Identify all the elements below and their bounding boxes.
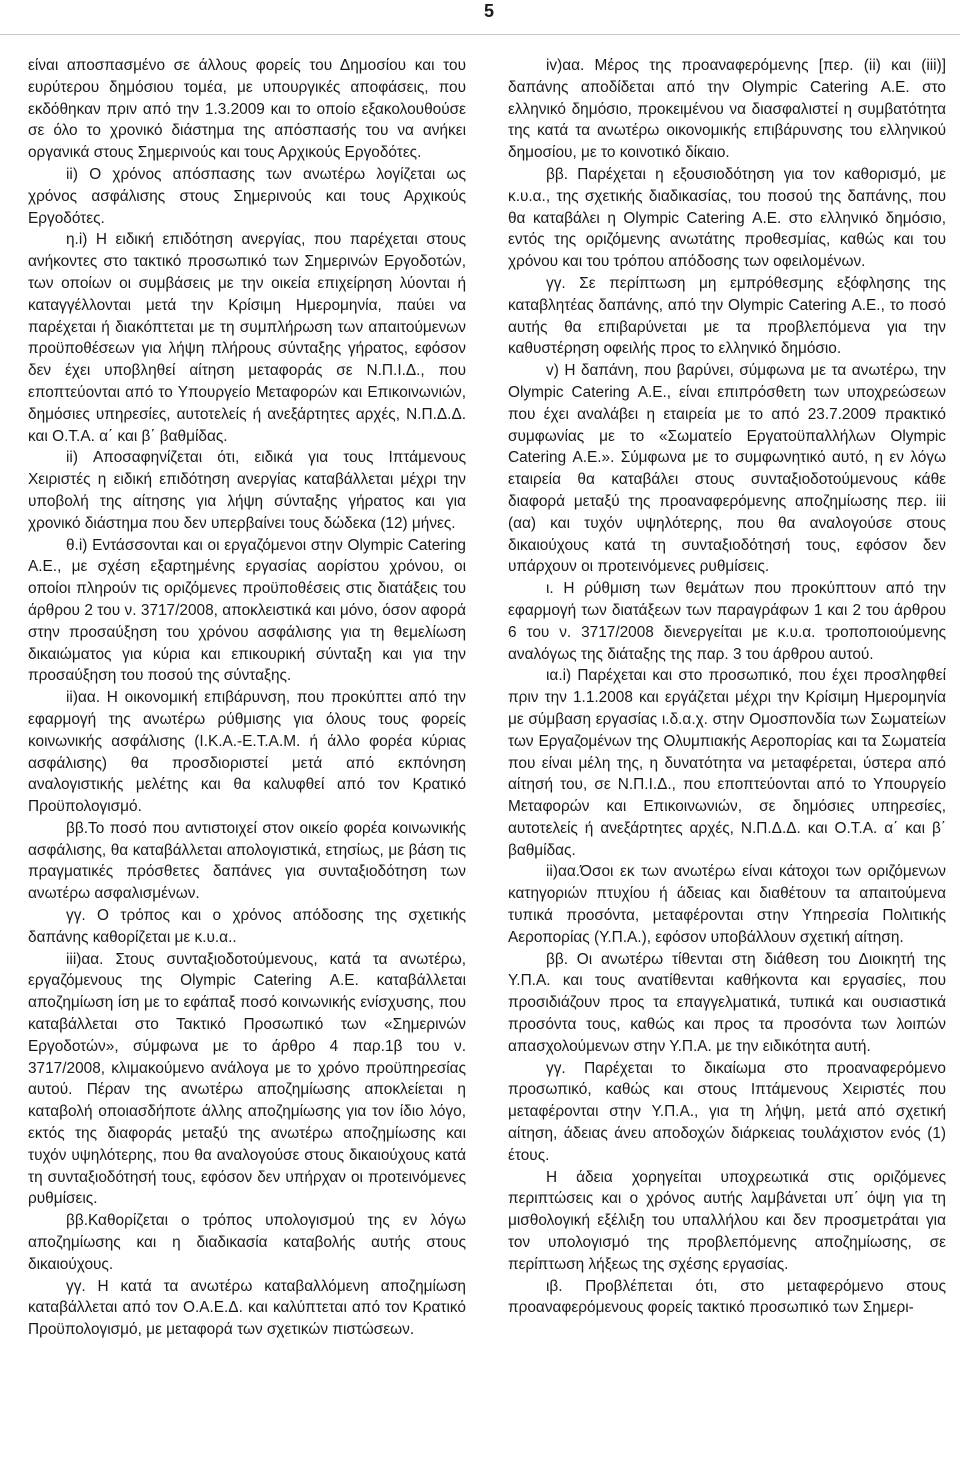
paragraph: ι. Η ρύθμιση των θεμάτων που προκύπτουν από την εφαρμογή των διατάξεων των παραγράφων 1 και 2 του άρθρου 6 του ν. 3717/2008 διενεργείται με κ.υ.α. τροποποιούμενης αναλόγως της διάταξης της παρ. 3 του άρθρου αυτού. <box>508 580 946 663</box>
paragraph: είναι αποσπασμένο σε άλλους φορείς του Δημοσίου και του ευρύτερου δημόσιου τομέα, με υπουργικές αποφάσεις, που εκδόθηκαν πριν από την 1.3.2009 και το οποίο εξακολουθούσε σε όλο το χρονικό διάστημα της απόσπασής του να ανήκει οργανικά στους Σημερινούς και τους Αρχικούς Εργοδότες. <box>28 57 466 162</box>
paragraph: ii) Αποσαφηνίζεται ότι, ειδικά για τους Ιπτάμενους Χειριστές η ειδική επιδότηση ανεργίας καταβάλλεται μέχρι την υποβολή της αίτησης για λήψη σύνταξης γήρατος και για χρονικό διάστημα που δεν υπερβαίνει τους δώδεκα (12) μήνες. <box>28 449 466 532</box>
paragraph: γγ. Παρέχεται το δικαίωμα στο προαναφερόμενο προσωπικό, καθώς και στους Ιπτάμενους Χειριστές που μεταφέρονται στην Υ.Π.Α., για τη λήψη, μετά από σχετική αίτηση, άδειας άνευ αποδοχών διάρκειας τουλάχιστον ενός (1) έτους. <box>508 1059 946 1164</box>
paragraph: ββ. Οι ανωτέρω τίθενται στη διάθεση του Διοικητή της Υ.Π.Α. και τους ανατίθενται καθήκοντα και εργασίες, που προσιδιάζουν προς τα επαγγελματικά, τυπικά και ουσιαστικά προσόντα τους, καθώς και προς τα προσόντα των λοιπών απασχολούμενων στην Υ.Π.Α. με την ειδικότητα αυτή. <box>508 950 946 1055</box>
paragraph: ii)αα.Όσοι εκ των ανωτέρω είναι κάτοχοι των οριζόμενων κατηγοριών πτυχίου ή άδειας και διαθέτουν τα απαιτούμενα τυπικά προσόντα, μεταφέρονται στην Υπηρεσία Πολιτικής Αεροπορίας (Υ.Π.Α.), εφόσον υποβάλλουν σχετική αίτηση. <box>508 863 946 946</box>
paragraph: Η άδεια χορηγείται υποχρεωτικά στις οριζόμενες περιπτώσεις και ο χρόνος αυτής λαμβάνεται υπ΄ όψη για τη μισθολογική εξέλιξη του υπαλλήλου και δεν προσμετράται για τον υπολογισμό της προβλεπόμενης αποζημίωσης, σε περίπτωση λήξεως της σχέσης εργασίας. <box>508 1168 946 1273</box>
paragraph: v) Η δαπάνη, που βαρύνει, σύμφωνα με τα ανωτέρω, την Olympic Catering Α.Ε., είναι επιπρόσθετη των υποχρεώσεων που έχει αναλάβει η εταιρεία με το από 23.7.2009 πρακτικό συμφωνίας με το «Σωματείο Εργατοϋπαλλήλων Olympic Catering Α.Ε.». Σύμφωνα με το συμφωνητικό αυτό, η εν λόγω εταιρεία θα καταβάλει στους συνταξιοδοτούμενους κάθε διαφορά μεταξύ της προαναφερόμενης αποζημίωσης περ. iii (αα) και τυχόν υψηλότερης, που θα αναλογούσε στους δικαιούχους κατά τη συνταξιοδότησή τους, εφόσον δεν υπάρχουν οι προτεινόμενες ρυθμίσεις. <box>508 362 946 576</box>
paragraph: ii) Ο χρόνος απόσπασης των ανωτέρω λογίζεται ως χρόνος ασφάλισης στους Σημερινούς και τους Αρχικούς Εργοδότες. <box>28 165 466 227</box>
paragraph: η.i) Η ειδική επιδότηση ανεργίας, που παρέχεται στους ανήκοντες στο τακτικό προσωπικό των Σημερινών Εργοδοτών, των οποίων οι συμβάσεις με την οικεία επιχείρηση λύονται ή καταγγέλλονται μετά την Κρίσιμη Ημερομηνία, παύει να παρέχεται ή διακόπτεται με τη συμπλήρωση των απαιτούμενων προϋποθέσεων για λήψη πλήρους σύνταξης γήρατος, εφόσον δεν έχει υποβληθεί αίτηση μεταφοράς σε Ν.Π.Ι.Δ., που εποπτεύονται από το Υπουργείο Μεταφορών και Επικοινωνιών, δημόσιες υπηρεσίες, αυτοτελείς ή ανεξάρτητες αρχές, Ν.Π.Δ.Δ. και Ο.Τ.Α. α΄ και β΄ βαθμίδας. <box>28 231 466 445</box>
right-column <box>508 55 946 1319</box>
paragraph: iv)αα. Μέρος της προαναφερόμενης [περ. (ii) και (iii)] δαπάνης αποδίδεται από την Olympic Catering Α.Ε. στο ελληνικό δημόσιο, προκειμένου να διασφαλιστεί η συμβατότητα της κατά τα ανωτέρω οικονομικής επιβάρυνσης του ελληνικού δημοσίου, με το κοινοτικό δίκαιο. <box>508 57 946 162</box>
paragraph: iii)αα. Στους συνταξιοδοτούμενους, κατά τα ανωτέρω, εργαζόμενους της Olympic Catering Α.Ε. καταβάλλεται αποζημίωση ίση με το εφάπαξ ποσό κοινωνικής ενίσχυσης, που καταβάλλεται στο Τακτικό Προσωπικό των «Σημερινών Εργοδοτών», σύμφωνα με το άρθρο 4 παρ.1β του ν. 3717/2008, κλιμακούμενο ανάλογα με το χρόνο προϋπηρεσίας αυτού. Πέραν της ανωτέρω αποζημίωσης αποκλείεται η καταβολή οποιασδήποτε άλλης αποζημίωσης για τον ίδιο λόγο, εκτός της διαφοράς μεταξύ της ανωτέρω αποζημίωσης και τυχόν υψηλότερης, που θα αναλογούσε στους δικαιούχους κατά τη συνταξιοδότησή τους, εφόσον δεν υπήρχαν οι προτεινόμενες ρυθμίσεις. <box>28 950 466 1208</box>
paragraph: γγ. Η κατά τα ανωτέρω καταβαλλόμενη αποζημίωση καταβάλλεται από τον Ο.Α.Ε.Δ. και καλύπτεται από τον Κρατικό Προϋπολογισμό, με μεταφορά των σχετικών πιστώσεων. <box>28 1277 466 1339</box>
header-divider <box>0 34 960 35</box>
paragraph: θ.i) Εντάσσονται και οι εργαζόμενοι στην Olympic Catering Α.Ε., με σχέση εξαρτημένης εργασίας αορίστου χρόνου, οι οποίοι πληρούν τις οριζόμενες προϋποθέσεις στις διατάξεις του άρθρου 2 του ν. 3717/2008, αποκλειστικά και μόνο, όσον αφορά στην προσαύξηση του χρόνου ασφάλισης για τη θεμελίωση δικαιώματος για κύρια και επικουρική σύνταξη και για την προσαύξηση του ποσού της σύνταξης. <box>28 536 466 685</box>
paragraph: ii)αα. Η οικονομική επιβάρυνση, που προκύπτει από την εφαρμογή της ανωτέρω ρύθμισης για όλους τους φορείς κοινωνικής ασφάλισης (Ι.Κ.Α.-Ε.Τ.Α.Μ. ή άλλο φορέα κύριας ασφάλισης) θα προσδιοριστεί μετά από εκπόνηση αναλογιστικής μελέτης και θα καλυφθεί από τον Κρατικό Προϋπολογισμό. <box>28 689 466 816</box>
paragraph: γγ. Ο τρόπος και ο χρόνος απόδοσης της σχετικής δαπάνης καθορίζεται με κ.υ.α.. <box>28 907 466 946</box>
page-number: 5 <box>483 1 494 21</box>
paragraph: ιβ. Προβλέπεται ότι, στο μεταφερόμενο στους προαναφερόμενους φορείς τακτικό προσωπικό των Σημερι- <box>508 1277 946 1317</box>
paragraph: ββ.Το ποσό που αντιστοιχεί στον οικείο φορέα κοινωνικής ασφάλισης, θα καταβάλλεται απολογιστικά, ετησίως, με βάση τις πραγματικές πρόσθετες δαπάνες για συνταξιοδότηση των ανωτέρω ασφαλισμένων. <box>28 819 466 903</box>
left-column <box>28 55 466 1341</box>
paragraph: ββ.Καθορίζεται ο τρόπος υπολογισμού της εν λόγω αποζημίωσης και η διαδικασία καταβολής αυτής στους δικαιούχους. <box>28 1212 466 1273</box>
paragraph: ια.i) Παρέχεται και στο προσωπικό, που έχει προσληφθεί πριν την 1.1.2008 και εργάζεται μέχρι την Κρίσιμη Ημερομηνία με σύμβαση εργασίας ι.δ.α.χ. στην Ομοσπονδία των Σωματείων των Εργαζομένων της Ολυμπιακής Αεροπορίας και τα Σωματεία που είναι μέλη της, η δυνατότητα να μεταφέρεται, ύστερα από αίτησή του, σε Ν.Π.Ι.Δ., που εποπτεύονται από το Υπουργείο Μεταφορών και Επικοινωνιών, σε δημόσιες υπηρεσίες, αυτοτελείς ή ανεξάρτητες αρχές, Ν.Π.Δ.Δ. και Ο.Τ.Α. α΄ και β΄ βαθμίδας. <box>508 667 946 859</box>
paragraph: γγ. Σε περίπτωση μη εμπρόθεσμης εξόφλησης της καταβλητέας δαπάνης, από την Olympic Catering Α.Ε., το ποσό αυτής θα επιβαρύνεται με τα προβλεπόμενα για την καθυστέρηση οφειλής προς το ελληνικό δημόσιο. <box>508 274 946 358</box>
paragraph: ββ. Παρέχεται η εξουσιοδότηση για τον καθορισμό, με κ.υ.α., της σχετικής διαδικασίας, του ποσού της δαπάνης, που θα καταβάλει η Olympic Catering Α.Ε. στο ελληνικό δημόσιο, εντός της οριζόμενης ανωτάτης προθεσμίας, καθώς και του χρόνου και του τρόπου απόδοσης των οφειλομένων. <box>508 165 946 271</box>
